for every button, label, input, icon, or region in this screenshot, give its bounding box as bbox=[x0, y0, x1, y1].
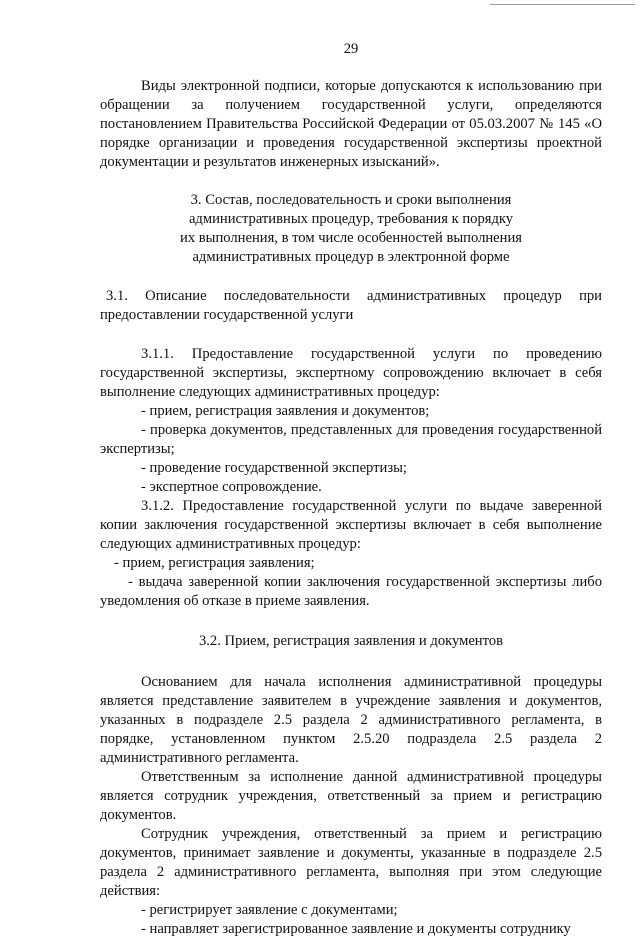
intro-paragraph: Виды электронной подписи, которые допускаются к использованию при обращении за получением государственной услуги, определяются постановлением Правительства Российской Федерации от 05.03.2007 № 145 «О порядке организации и проведения государственной экспертизы проектной документации и результатов инженерных изысканий». bbox=[100, 78, 602, 170]
list-item: - прием, регистрация заявления; bbox=[114, 555, 315, 571]
paragraph: Ответственным за исполнение данной административной процедуры является сотрудник учреждения, ответственный за прием и регистрацию документов. bbox=[100, 769, 602, 823]
list-item: - прием, регистрация заявления и документов; bbox=[141, 403, 430, 419]
top-edge-rule bbox=[490, 4, 635, 5]
section-3-heading-line: административных процедур в электронной форме bbox=[192, 249, 510, 265]
page-content bbox=[100, 40, 602, 939]
list-item: - выдача заверенной копии заключения государственной экспертизы либо уведомления об отказе в приеме заявления. bbox=[100, 574, 602, 609]
list-item: - экспертное сопровождение. bbox=[141, 479, 322, 495]
section-3-heading-line: 3. Состав, последовательность и сроки выполнения bbox=[190, 192, 512, 208]
list-item: - регистрирует заявление с документами; bbox=[141, 902, 398, 918]
page-number: 29 bbox=[343, 41, 359, 57]
section-3-1-heading: 3.1. Описание последовательности административных процедур при предоставлении государственной услуги bbox=[100, 288, 602, 323]
section-3-2-heading: 3.2. Прием, регистрация заявления и документов bbox=[198, 633, 503, 649]
paragraph: Сотрудник учреждения, ответственный за прием и регистрацию документов, принимает заявление и документы, указанные в подразделе 2.5 раздела 2 административного регламента, выполняя при этом следующие действия: bbox=[100, 826, 602, 899]
paragraph: Основанием для начала исполнения административной процедуры является представление заявителем в учреждение заявления и документов, указанных в подразделе 2.5 раздела 2 административного регламента, в порядке, установленном пунктом 2.5.20 подраздела 2.5 раздела 2 административного регламента. bbox=[100, 674, 602, 766]
paragraph-3-1-1: 3.1.1. Предоставление государственной услуги по проведению государственной экспертизы, экспертному сопровождению включает в себя выполнение следующих административных процедур: bbox=[100, 346, 602, 400]
paragraph-3-1-2: 3.1.2. Предоставление государственной услуги по выдаче заверенной копии заключения государственной экспертизы включает в себя выполнение следующих административных процедур: bbox=[100, 498, 602, 552]
list-item: - проверка документов, представленных для проведения государственной экспертизы; bbox=[100, 422, 602, 457]
list-item: - направляет зарегистрированное заявление и документы сотруднику bbox=[141, 921, 571, 937]
section-3-heading bbox=[100, 191, 602, 267]
list-item: - проведение государственной экспертизы; bbox=[141, 460, 407, 476]
section-3-heading-line: административных процедур, требования к порядку bbox=[188, 211, 514, 227]
section-3-heading-line: их выполнения, в том числе особенностей выполнения bbox=[180, 230, 522, 246]
